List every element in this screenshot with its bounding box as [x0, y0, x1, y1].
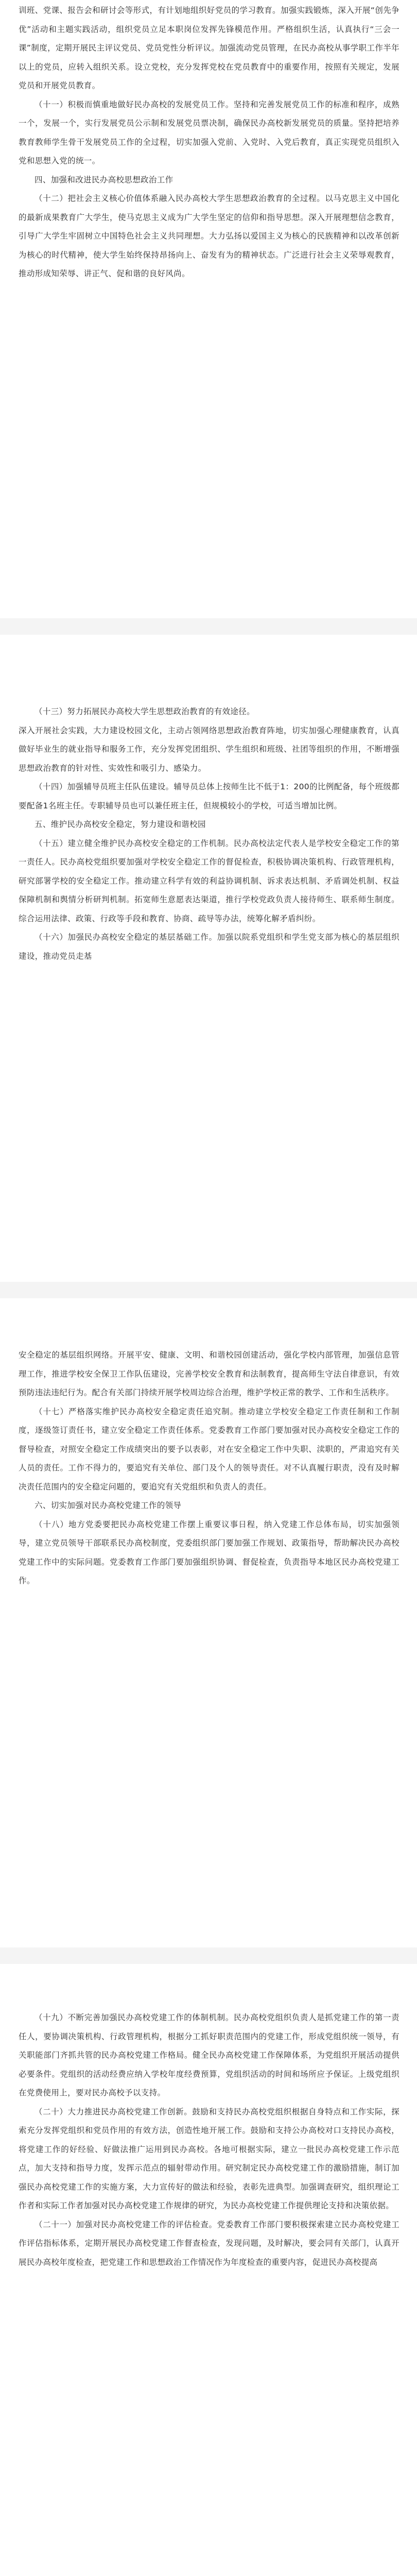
paragraph: （二十）大力推进民办高校党建工作创新。鼓励和支持民办高校党组织根据自身特点和工作实际，探索充分发挥党组织和党员作用的有效方法，创造性地开展工作。鼓励和支持公办高校对口支持民办高校，将党建工作的好经验、好做法推广运用到民办高校。各地可根据实际，建立一批民办高校党建工作示范点，加大支持和指导力度，发挥示范点的辐射带动作用。研究制定民办高校党建工作的激励措施，制订加强民办高校党建工作的实施方案，大力宣传好的做法和经验，表彰先进典型。加强调查研究，组织理论工作者和实际工作者加强对民办高校党建工作规律的研究，为民办高校党建工作提供理论支持和决策依据。 — [19, 2107, 399, 2210]
document-page-4 — [0, 1964, 417, 2576]
paragraph: （十七）严格落实维护民办高校安全稳定责任追究制。推动建立学校安全稳定工作责任制和工作制度，逐级签订责任书，建立安全稳定工作责任体系。党委教育工作部门要加强对民办高校安全稳定工作的督导检查，对照安全稳定工作成绩突出的要予以表彰，对在安全稳定工作中失职、渎职的，严肃追究有关人员的责任。工作不得力的，要追究有关单位、部门及个人的领导责任。对不认真履行职责，没有及时解决责任范围内的安全稳定问题的，要追究有关党组织和负责人的责任。 — [19, 1406, 399, 1492]
paragraph: 训班、党课、报告会和研讨会等形式，有计划地组织好党员的学习教育。加强实践锻炼，深入开展“创先争优”活动和主题实践活动，组织党员立足本职岗位发挥先锋模范作用。严格组织生活，认真执行“三会一课”制度，定期开展民主评议党员、党员党性分析评议。加强流动党员管理，在民办高校从事学职工作半年以上的党员，应转入组织关系。设立党校，充分发挥党校在党员教育中的重要作用，按照有关规定，发展党员和开展党员教育。 — [19, 6, 399, 90]
paragraph: 深入开展社会实践，大力建设校园文化，主动占领网络思想政治教育阵地，切实加强心理健康教育，认真做好毕业生的就业指导和服务工作，充分发挥党团组织、学生组织和班级、社团等组织的作用，不断增强思想政治教育的针对性、实效性和吸引力、感染力。 — [19, 725, 399, 773]
paragraph: （十二）把社会主义核心价值体系融入民办高校大学生思想政治教育的全过程。以马克思主义中国化的最新成果教育广大学生，使马克思主义成为广大学生坚定的信仰和指导思想。深入开展理想信念教育，引导广大学生牢固树立中国特色社会主义共同理想。大力弘扬以爱国主义为核心的民族精神和以改革创新为核心的时代精神，使大学生始终保持昂扬向上、奋发有为的精神状态。广泛进行社会主义荣辱观教育，推动形成知荣辱、讲正气、促和谐的良好风尚。 — [19, 194, 399, 278]
document-page-1 — [0, 0, 417, 618]
section-heading: 四、加强和改进民办高校思想政治工作 — [34, 175, 173, 184]
paragraph: （二十一）加强对民办高校党建工作的评估检查。党委教育工作部门要积极探索建立民办高校党建工作评估指标体系，定期开展民办高校党建工作督查检查，发现问题，及时解决，要会同有关部门，认真开展民办高校年度检查，把党建工作和思想政治工作情况作为年度检查的重要内容，促进民办高校提高 — [19, 2219, 399, 2267]
paragraph: （十六）加强民办高校安全稳定的基层基础工作。加强以院系党组织和学生党支部为核心的基层组织建设，推动党员走基 — [19, 933, 399, 961]
paragraph: （十五）建立健全维护民办高校安全稳定的工作机制。民办高校法定代表人是学校安全稳定工作的第一责任人。民办高校党组织要加强对学校安全稳定工作的督促检查，积极协调决策机构、行政管理机构，研究部署学校的安全稳定工作。推动建立科学有效的利益协调机制、诉求表达机制、矛盾调处机制、权益保障机制和舆情分析研判机制。拓宽师生意愿表达渠道，推行学校党政负责人接待师生、联系师生制度。综合运用法律、政策、行政等手段和教育、协商、疏导等办法，统筹化解矛盾纠纷。 — [19, 838, 399, 923]
paragraph: （十三）努力拓展民办高校大学生思想政治教育的有效途径。 — [34, 707, 255, 716]
paragraph: 安全稳定的基层组织网络。开展平安、健康、文明、和谐校园创建活动，强化学校内部管理，加强信息管理工作，推进学校安全保卫工作队伍建设，完善学校安全教育和法制教育，提高师生守法自律意识，有效预防违法违纪行为。配合有关部门持续开展学校周边综合治理，维护学校正常的教学、工作和生活秩序。 — [19, 1350, 399, 1397]
paragraph: （十一）积极而慎重地做好民办高校的发展党员工作。坚持和完善发展党员工作的标准和程序，成熟一个，发展一个，实行发展党员公示制和发展党员票决制，确保民办高校新发展党员的质量。坚持把培养教育教师学生骨干发展党员工作的全过程，切实加强入党前、入党时、入党后教育，真正实现党员组织入党和思想入党的统一。 — [19, 99, 399, 165]
document-page-3 — [0, 1298, 417, 1947]
section-heading: 五、维护民办高校安全稳定，努力建设和谐校园 — [34, 820, 206, 829]
paragraph: （十八）地方党委要把民办高校党建工作摆上重要议事日程，纳入党建工作总体布局，切实加强领导，建立党员领导干部联系民办高校制度，党委组织部门要加强工作规划、政策指导，帮助解决民办高校党建工作中的实际问题。党委教育工作部门要加强组织协调、督促检查，负责指导本地区民办高校党建工作。 — [19, 1519, 399, 1585]
section-heading: 六、切实加强对民办高校党建工作的领导 — [34, 1501, 182, 1510]
paragraph: （十四）加强辅导员班主任队伍建设。辅导员总体上按师生比不低于1：200的比例配备，每个班级都要配备1名班主任。专职辅导员也可以兼任班主任，但规模较小的学校，可适当增加比例。 — [19, 782, 399, 810]
paragraph: （十九）不断完善加强民办高校党建工作的体制机制。民办高校党组织负责人是抓党建工作的第一责任人，要协调决策机构、行政管理机构，根据分工抓好职责范围内的党建工作，形成党组织统一领导，有关职能部门齐抓共管的民办高校党建工作格局。健全民办高校党建工作保障体系，为党组织开展活动提供必要条件。党组织的活动经费应纳入学校年度经费预算，党组织活动的时间和场所应予保证。上级党组织在党费使用上，要对民办高校予以支持。 — [19, 2013, 399, 2097]
document-page-2 — [0, 635, 417, 1282]
